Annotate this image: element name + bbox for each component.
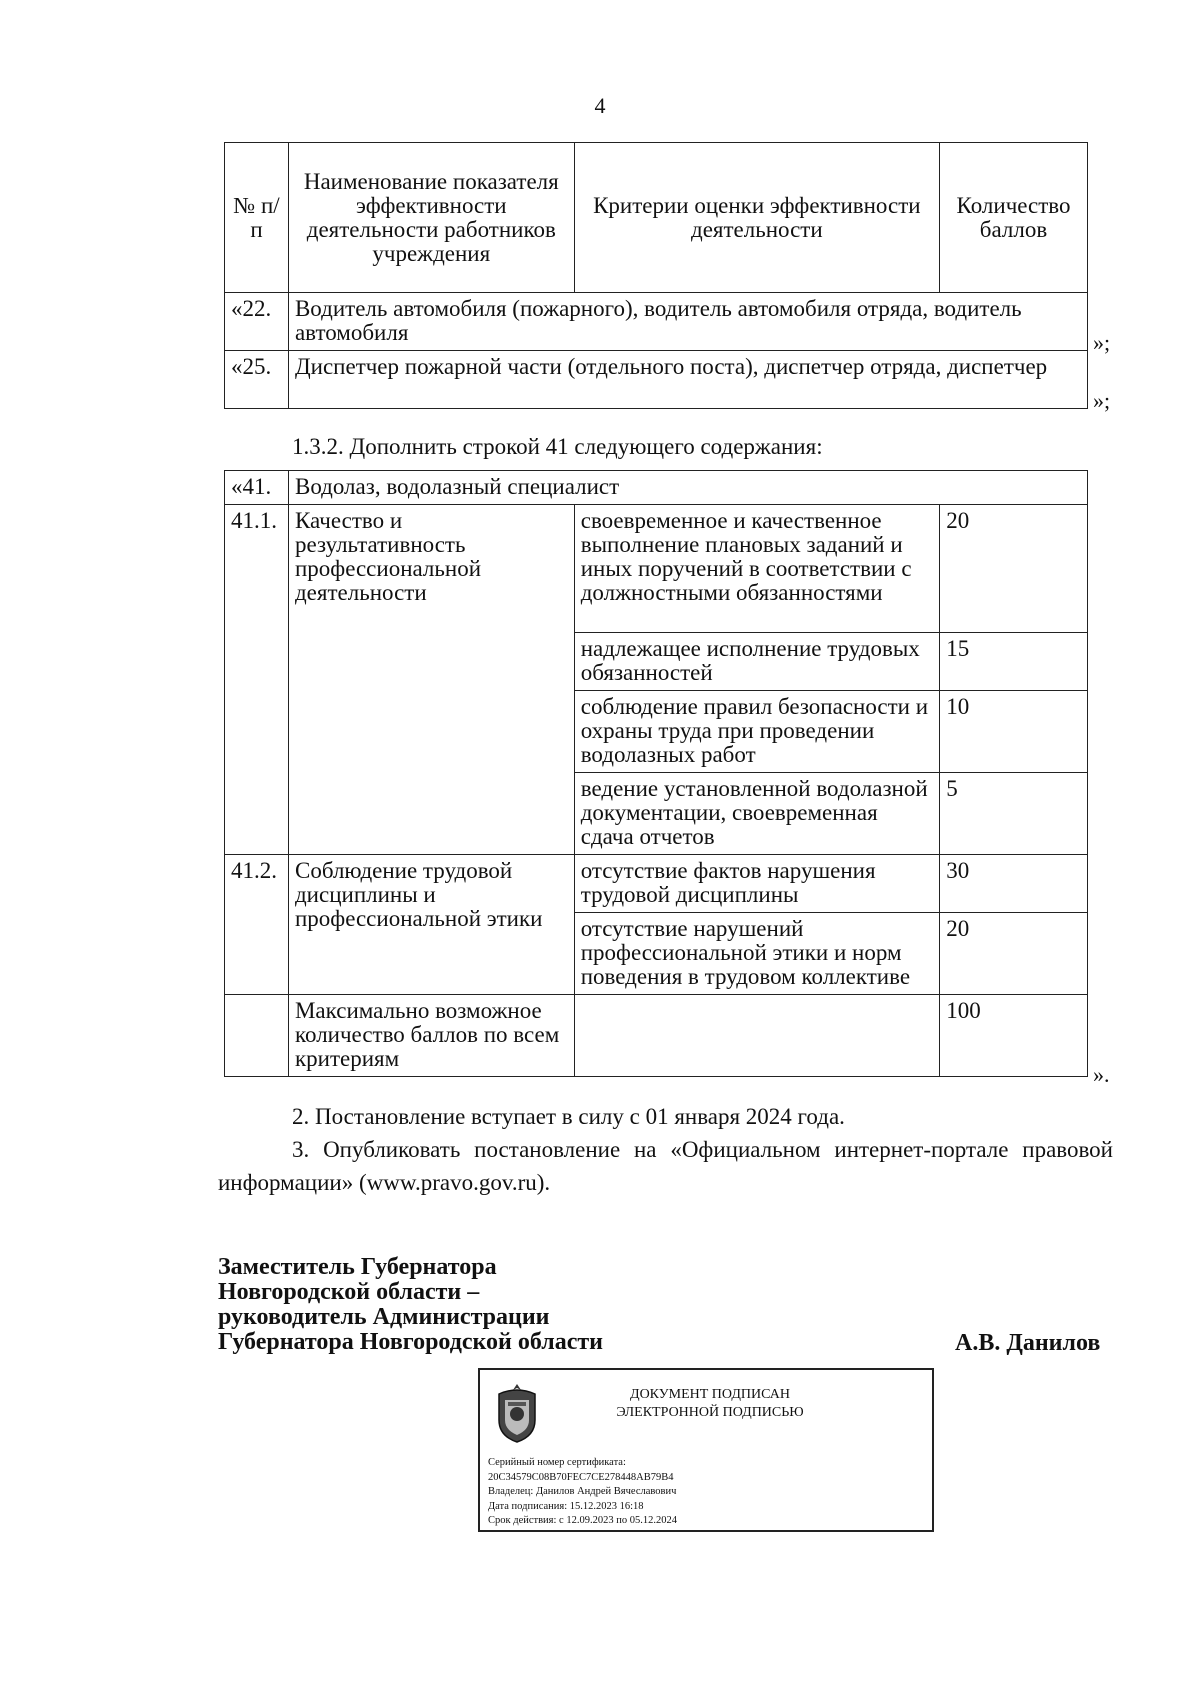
criteria-header-table <box>224 142 1088 409</box>
criterion-cell: отсутствие фактов нарушения трудовой дисциплины <box>574 855 940 913</box>
row-text: Диспетчер пожарной части (отдельного поста), диспетчер отряда, диспетчер <box>288 351 1087 409</box>
points-cell: 30 <box>940 855 1088 913</box>
group-num: 41.2. <box>225 855 289 995</box>
paragraph-1-3-2: 1.3.2. Дополнить строкой 41 следующего содержания: <box>292 434 823 459</box>
stamp-meta <box>488 1456 677 1529</box>
row-tail: »; <box>1093 388 1111 413</box>
table-row <box>225 995 1088 1077</box>
paragraph-3-text: 3. Опубликовать постановление на «Официальном интернет-портале правовой информации» (www.pravo.gov.ru). <box>218 1137 1113 1195</box>
table-end-tail: ». <box>1093 1062 1110 1087</box>
criterion-cell: соблюдение правил безопасности и охраны труда при проведении водолазных работ <box>574 691 940 773</box>
position-line: Новгородской области – <box>218 1279 480 1305</box>
group-name: Качество и результативность профессиональной деятельности <box>288 505 574 855</box>
table-row <box>225 471 1088 505</box>
table-header-row <box>225 143 1088 293</box>
total-points: 100 <box>940 995 1088 1077</box>
validity: Срок действия: с 12.09.2023 по 05.12.2024 <box>488 1515 677 1526</box>
total-criteria <box>574 995 940 1077</box>
owner: Владелец: Данилов Андрей Вячеславович <box>488 1486 677 1497</box>
paragraph-3 <box>218 1133 1113 1199</box>
paragraph-2: 2. Постановление вступает в силу с 01 января 2024 года. <box>292 1104 845 1129</box>
signer-name: А.В. Данилов <box>955 1330 1101 1356</box>
cert-label: Серийный номер сертификата: <box>488 1457 626 1468</box>
row-num: «22. <box>225 293 289 351</box>
stamp-title-line: ДОКУМЕНТ ПОДПИСАН <box>630 1387 790 1402</box>
points-cell: 20 <box>940 505 1088 633</box>
criterion-cell: ведение установленной водолазной документации, своевременная сдача отчетов <box>574 773 940 855</box>
e-signature-stamp <box>478 1368 934 1532</box>
signature-position <box>218 1255 603 1355</box>
stamp-title <box>560 1386 860 1422</box>
page-number: 4 <box>594 93 606 118</box>
criterion-cell: надлежащее исполнение трудовых обязанностей <box>574 633 940 691</box>
points-cell: 10 <box>940 691 1088 773</box>
points-cell: 20 <box>940 913 1088 995</box>
table-row <box>225 505 1088 633</box>
position-line: Губернатора Новгородской области <box>218 1329 604 1355</box>
criterion-cell: отсутствие нарушений профессиональной этики и норм поведения в трудовом коллективе <box>574 913 940 995</box>
coat-of-arms-icon <box>490 1380 544 1446</box>
header-points: Количество баллов <box>940 143 1088 293</box>
table-row <box>225 351 1088 409</box>
position-line: руководитель Администрации <box>218 1304 550 1330</box>
table-row <box>225 293 1088 351</box>
header-criteria: Критерии оценки эффективности деятельности <box>574 143 939 293</box>
points-cell: 5 <box>940 773 1088 855</box>
group-num: 41.1. <box>225 505 289 855</box>
diver-criteria-table <box>224 470 1088 1077</box>
stamp-title-line: ЭЛЕКТРОННОЙ ПОДПИСЬЮ <box>616 1405 804 1420</box>
position-line: Заместитель Губернатора <box>218 1254 497 1280</box>
header-name: Наименование показателя эффективности деятельности работников учреждения <box>288 143 574 293</box>
criterion-cell: своевременное и качественное выполнение плановых заданий и иных поручений в соответствии с должностными обязанностями <box>574 505 940 633</box>
row-num: «25. <box>225 351 289 409</box>
signed-date: Дата подписания: 15.12.2023 16:18 <box>488 1500 644 1512</box>
header-num: № п/п <box>225 143 289 293</box>
row-text: Водитель автомобиля (пожарного), водитель автомобиля отряда, водитель автомобиля <box>288 293 1087 351</box>
total-name: Максимально возможное количество баллов по всем критериям <box>288 995 574 1077</box>
row-title: Водолаз, водолазный специалист <box>288 471 1087 505</box>
group-name: Соблюдение трудовой дисциплины и профессиональной этики <box>288 855 574 995</box>
row-num: «41. <box>225 471 289 505</box>
row-tail: »; <box>1093 330 1111 355</box>
points-cell: 15 <box>940 633 1088 691</box>
cert-number: 20C34579C08B70FEC7CE278448AB79B4 <box>488 1471 674 1483</box>
total-num <box>225 995 289 1077</box>
table-row <box>225 855 1088 913</box>
